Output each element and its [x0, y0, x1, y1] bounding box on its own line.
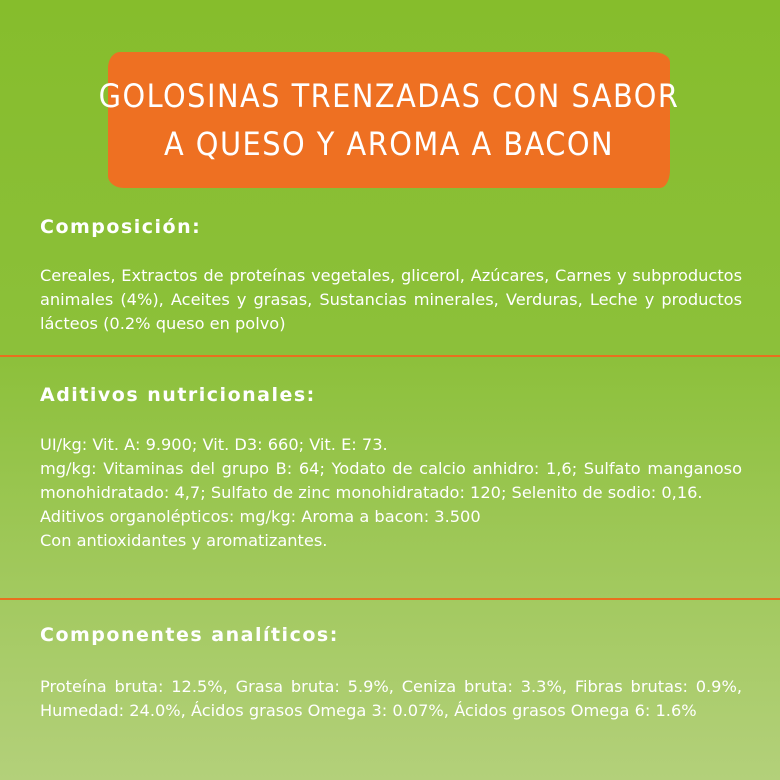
banner-title-line-2: A QUESO Y AROMA A BACON: [163, 125, 615, 163]
aditivos-line-organolepticos: Aditivos organolépticos: mg/kg: Aroma a bacon: 3.500: [40, 507, 481, 526]
aditivos-line-ui: UI/kg: Vit. A: 9.900; Vit. D3: 660; Vit. E: 73.: [40, 435, 388, 454]
componentes-text: Proteína bruta: 12.5%, Grasa bruta: 5.9%, Ceniza bruta: 3.3%, Fibras brutas: 0.9%, Humedad: 24.0%, Ácidos grasos Omega 3: 0.07%, Ácidos grasos Omega 6: 1.6%: [40, 677, 742, 720]
composicion-text: Cereales, Extractos de proteínas vegetales, glicerol, Azúcares, Carnes y subproductos animales (4%), Aceites y grasas, Sustancias minerales, Verduras, Leche y productos lácteos (0.2% queso en polvo): [40, 266, 742, 333]
componentes-heading: Componentes analíticos:: [40, 624, 339, 646]
aditivos-line-antioxidantes: Con antioxidantes y aromatizantes.: [40, 531, 328, 550]
aditivos-heading: Aditivos nutricionales:: [40, 384, 316, 406]
aditivos-text: [40, 433, 742, 553]
title-banner: [98, 52, 680, 188]
composicion-heading: Composición:: [40, 216, 202, 238]
aditivos-line-mg: mg/kg: Vitaminas del grupo B: 64; Yodato de calcio anhidro: 1,6; Sulfato manganoso monohidratado: 4,7; Sulfato de zinc monohidratado: 120; Selenito de sodio: 0,16.: [40, 459, 742, 502]
banner-title-line-1: GOLOSINAS TRENZADAS CON SABOR: [98, 77, 680, 115]
section-divider: [0, 355, 780, 357]
section-divider: [0, 598, 780, 600]
